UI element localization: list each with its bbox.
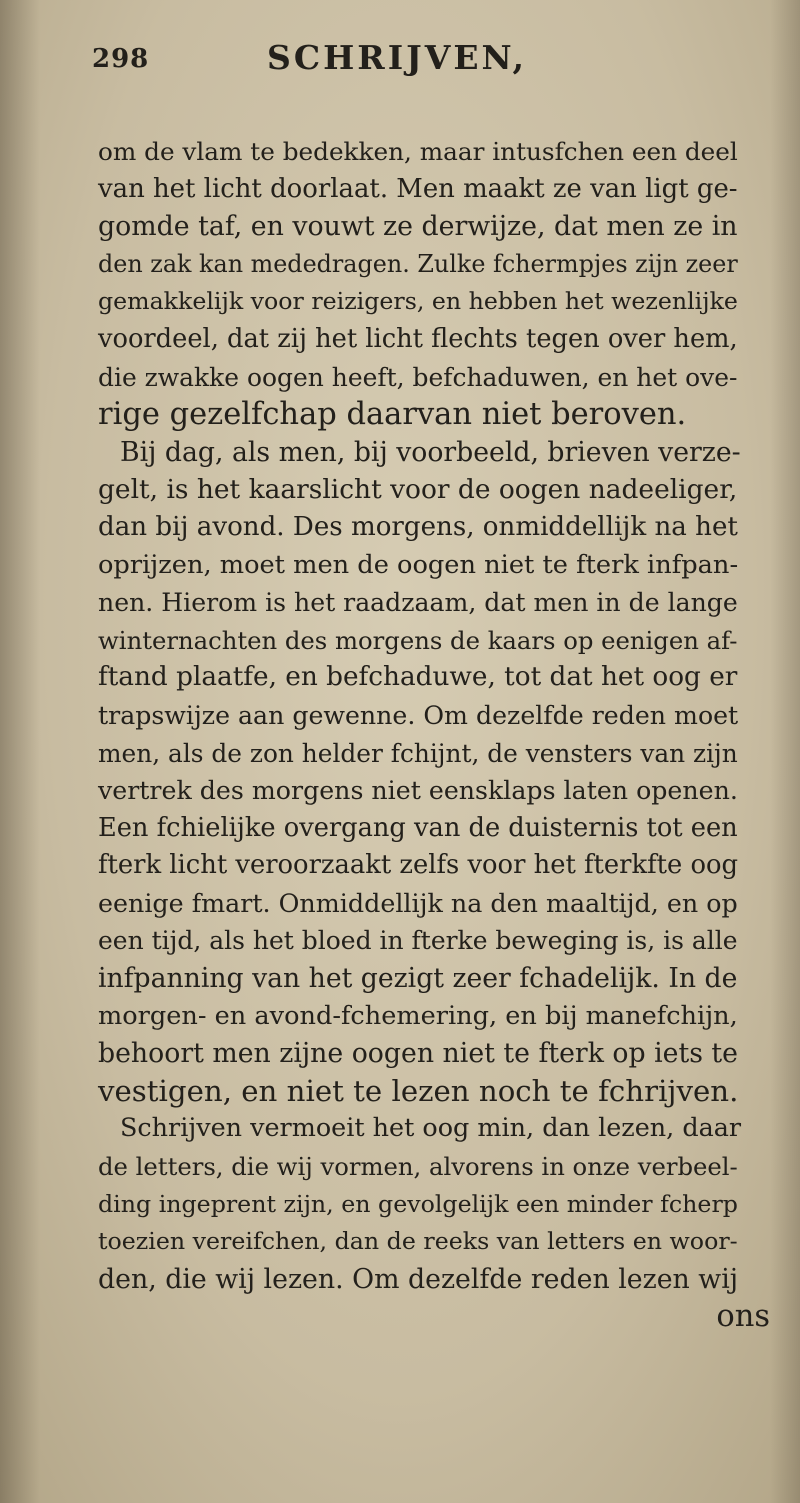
text-line: rige gezelfchap daarvan niet beroven. [98, 397, 687, 433]
text-line: eenige fmart. Onmiddellijk na den maaltijd, en op [98, 887, 738, 918]
text-line: trapswijze aan gewenne. Om dezelfde reden moet [98, 700, 739, 730]
body-text [98, 133, 798, 1336]
text-line: ding ingeprent zijn, en gevolgelijk een minder fcherp [98, 1189, 738, 1218]
text-line: men, als de zon helder fchijnt, de vensters van zijn [98, 738, 738, 768]
text-line: gemakkelijk voor reizigers, en hebben het wezenlijke [98, 287, 738, 316]
text-line: winternachten des morgens de kaars op eenigen af- [98, 625, 738, 655]
text-line: een tijd, als het bloed in fterke beweging is, is alle [98, 926, 738, 956]
text-line: toezien vereifchen, dan de reeks van letters en woor- [98, 1227, 738, 1256]
text-line: ftand plaatfe, en befchaduwe, tot dat het oog er [98, 662, 738, 693]
text-line: oprijzen, moet men de oogen niet te fterk infpan- [98, 549, 739, 580]
page-header [92, 38, 732, 84]
text-line: gelt, is het kaarslicht voor de oogen nadeeliger, [98, 474, 738, 506]
text-line: vertrek des morgens niet eensklaps laten openen. [98, 776, 738, 806]
text-line: morgen- en avond-fchemering, en bij manefchijn, [98, 1000, 738, 1031]
text-line: Een fchielijke overgang van de duisternis tot een [98, 812, 738, 843]
page-number: 298 [92, 44, 150, 74]
text-line: dan bij avond. Des morgens, onmiddellijk na het [98, 511, 738, 542]
text-line: fterk licht veroorzaakt zelfs voor het fterkfte oog [98, 850, 739, 881]
text-line: behoort men zijne oogen niet te fterk op iets te [98, 1038, 738, 1070]
text-line: Bij dag, als men, bij voorbeeld, brieven verze- [120, 436, 741, 468]
text-line: infpanning van het gezigt zeer fchadelijk. In de [98, 963, 738, 995]
text-line: gomde taf, en vouwt ze derwijze, dat men ze in [98, 211, 738, 243]
text-line: om de vlam te bedekken, maar intusfchen een deel [98, 137, 738, 166]
catchword: ons [716, 1299, 770, 1335]
text-line: van het licht doorlaat. Men maakt ze van ligt ge- [98, 173, 738, 204]
running-head: SCHRIJVEN, [267, 38, 528, 77]
text-line: de letters, die wij vormen, alvorens in onze verbeel- [98, 1152, 738, 1182]
text-line: nen. Hierom is het raadzaam, dat men in de lange [98, 588, 738, 618]
text-line: den zak kan mededragen. Zulke fchermpjes zijn zeer [98, 249, 738, 278]
text-line: die zwakke oogen heeft, befchaduwen, en het ove- [98, 362, 738, 392]
text-line: den, die wij lezen. Om dezelfde reden lezen wij [98, 1263, 739, 1295]
text-line: Schrijven vermoeit het oog min, dan lezen, daar [120, 1113, 742, 1144]
text-line: vestigen, en niet te lezen noch te fchrijven. [98, 1073, 739, 1108]
gutter-shadow [0, 0, 40, 1503]
text-line: voordeel, dat zij het licht flechts tegen over hem, [98, 323, 738, 354]
